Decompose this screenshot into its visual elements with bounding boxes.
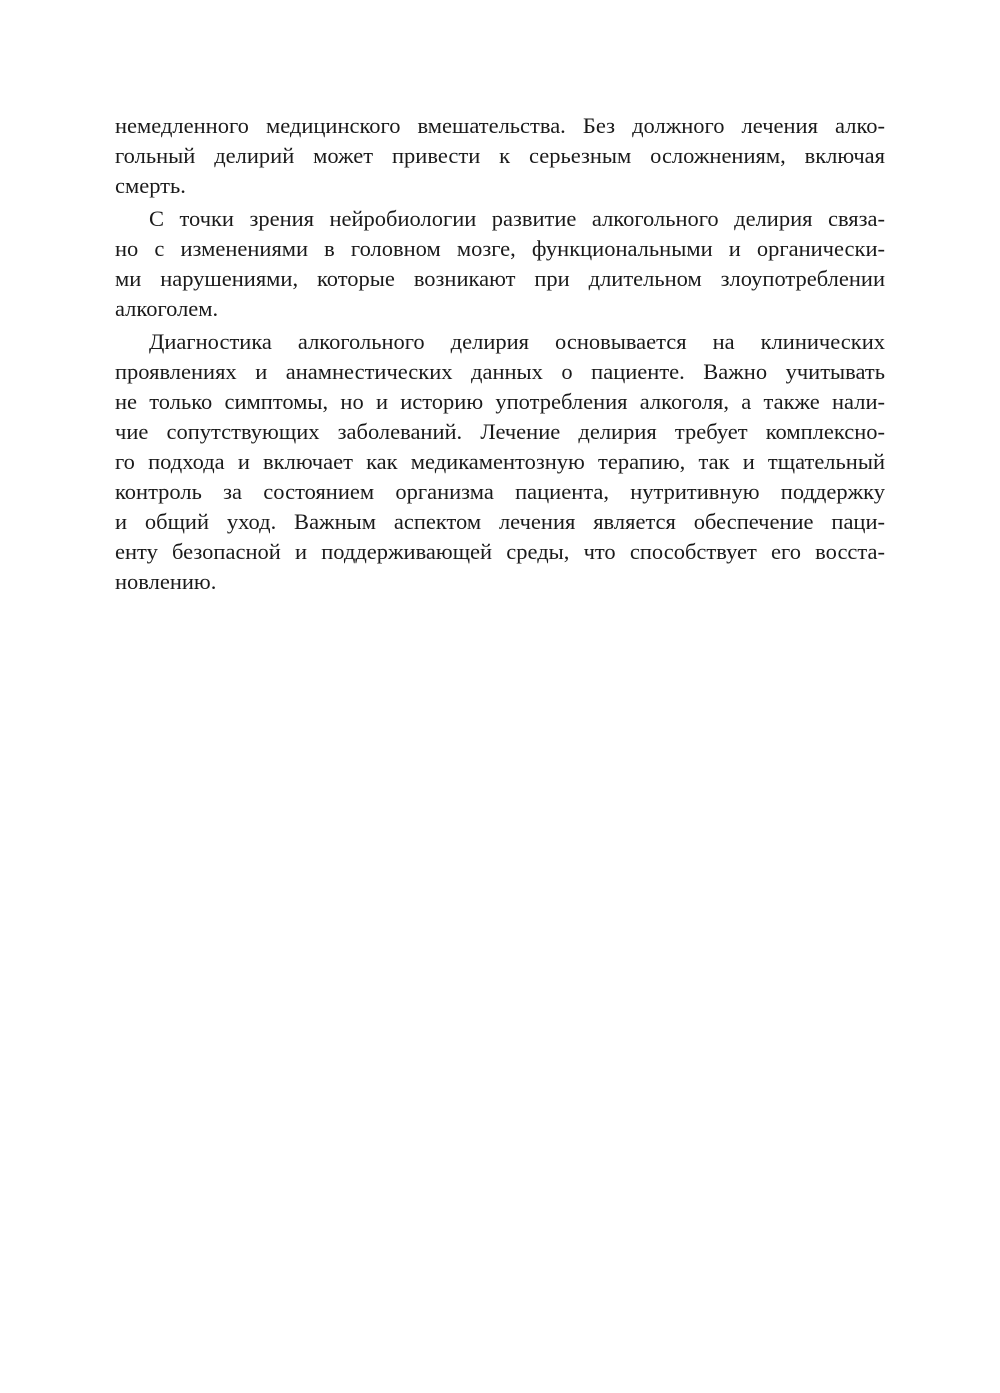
text-line: немедленного медицинского вмешательства. Без должного лечения алко-	[115, 113, 885, 138]
text-line: контроль за состоянием организма пациента, нутритивную поддержку	[115, 479, 885, 504]
text-line: новлению.	[115, 569, 217, 594]
document-page	[115, 111, 885, 600]
text-line: ми нарушениями, которые возникают при длительном злоупотреблении	[115, 266, 885, 291]
text-line: Диагностика алкогольного делирия основывается на клинических	[149, 329, 885, 354]
text-line: С точки зрения нейробиологии развитие алкогольного делирия связа-	[149, 206, 885, 231]
text-line: гольный делирий может привести к серьезным осложнениям, включая	[115, 143, 885, 168]
text-line: алкоголем.	[115, 296, 219, 321]
paragraph-1	[115, 111, 885, 201]
text-line: но с изменениями в головном мозге, функциональными и органически-	[115, 236, 885, 261]
text-line: и общий уход. Важным аспектом лечения является обеспечение паци-	[115, 509, 885, 534]
text-line: смерть.	[115, 173, 186, 198]
text-line: проявлениях и анамнестических данных о пациенте. Важно учитывать	[115, 359, 885, 384]
paragraph-3	[115, 327, 885, 597]
text-line: чие сопутствующих заболеваний. Лечение делирия требует комплексно-	[115, 419, 885, 444]
text-line: не только симптомы, но и историю употребления алкоголя, а также нали-	[115, 389, 885, 414]
text-line: го подхода и включает как медикаментозную терапию, так и тщательный	[115, 449, 885, 474]
text-line: енту безопасной и поддерживающей среды, что способствует его восста-	[115, 539, 885, 564]
paragraph-2	[115, 204, 885, 324]
